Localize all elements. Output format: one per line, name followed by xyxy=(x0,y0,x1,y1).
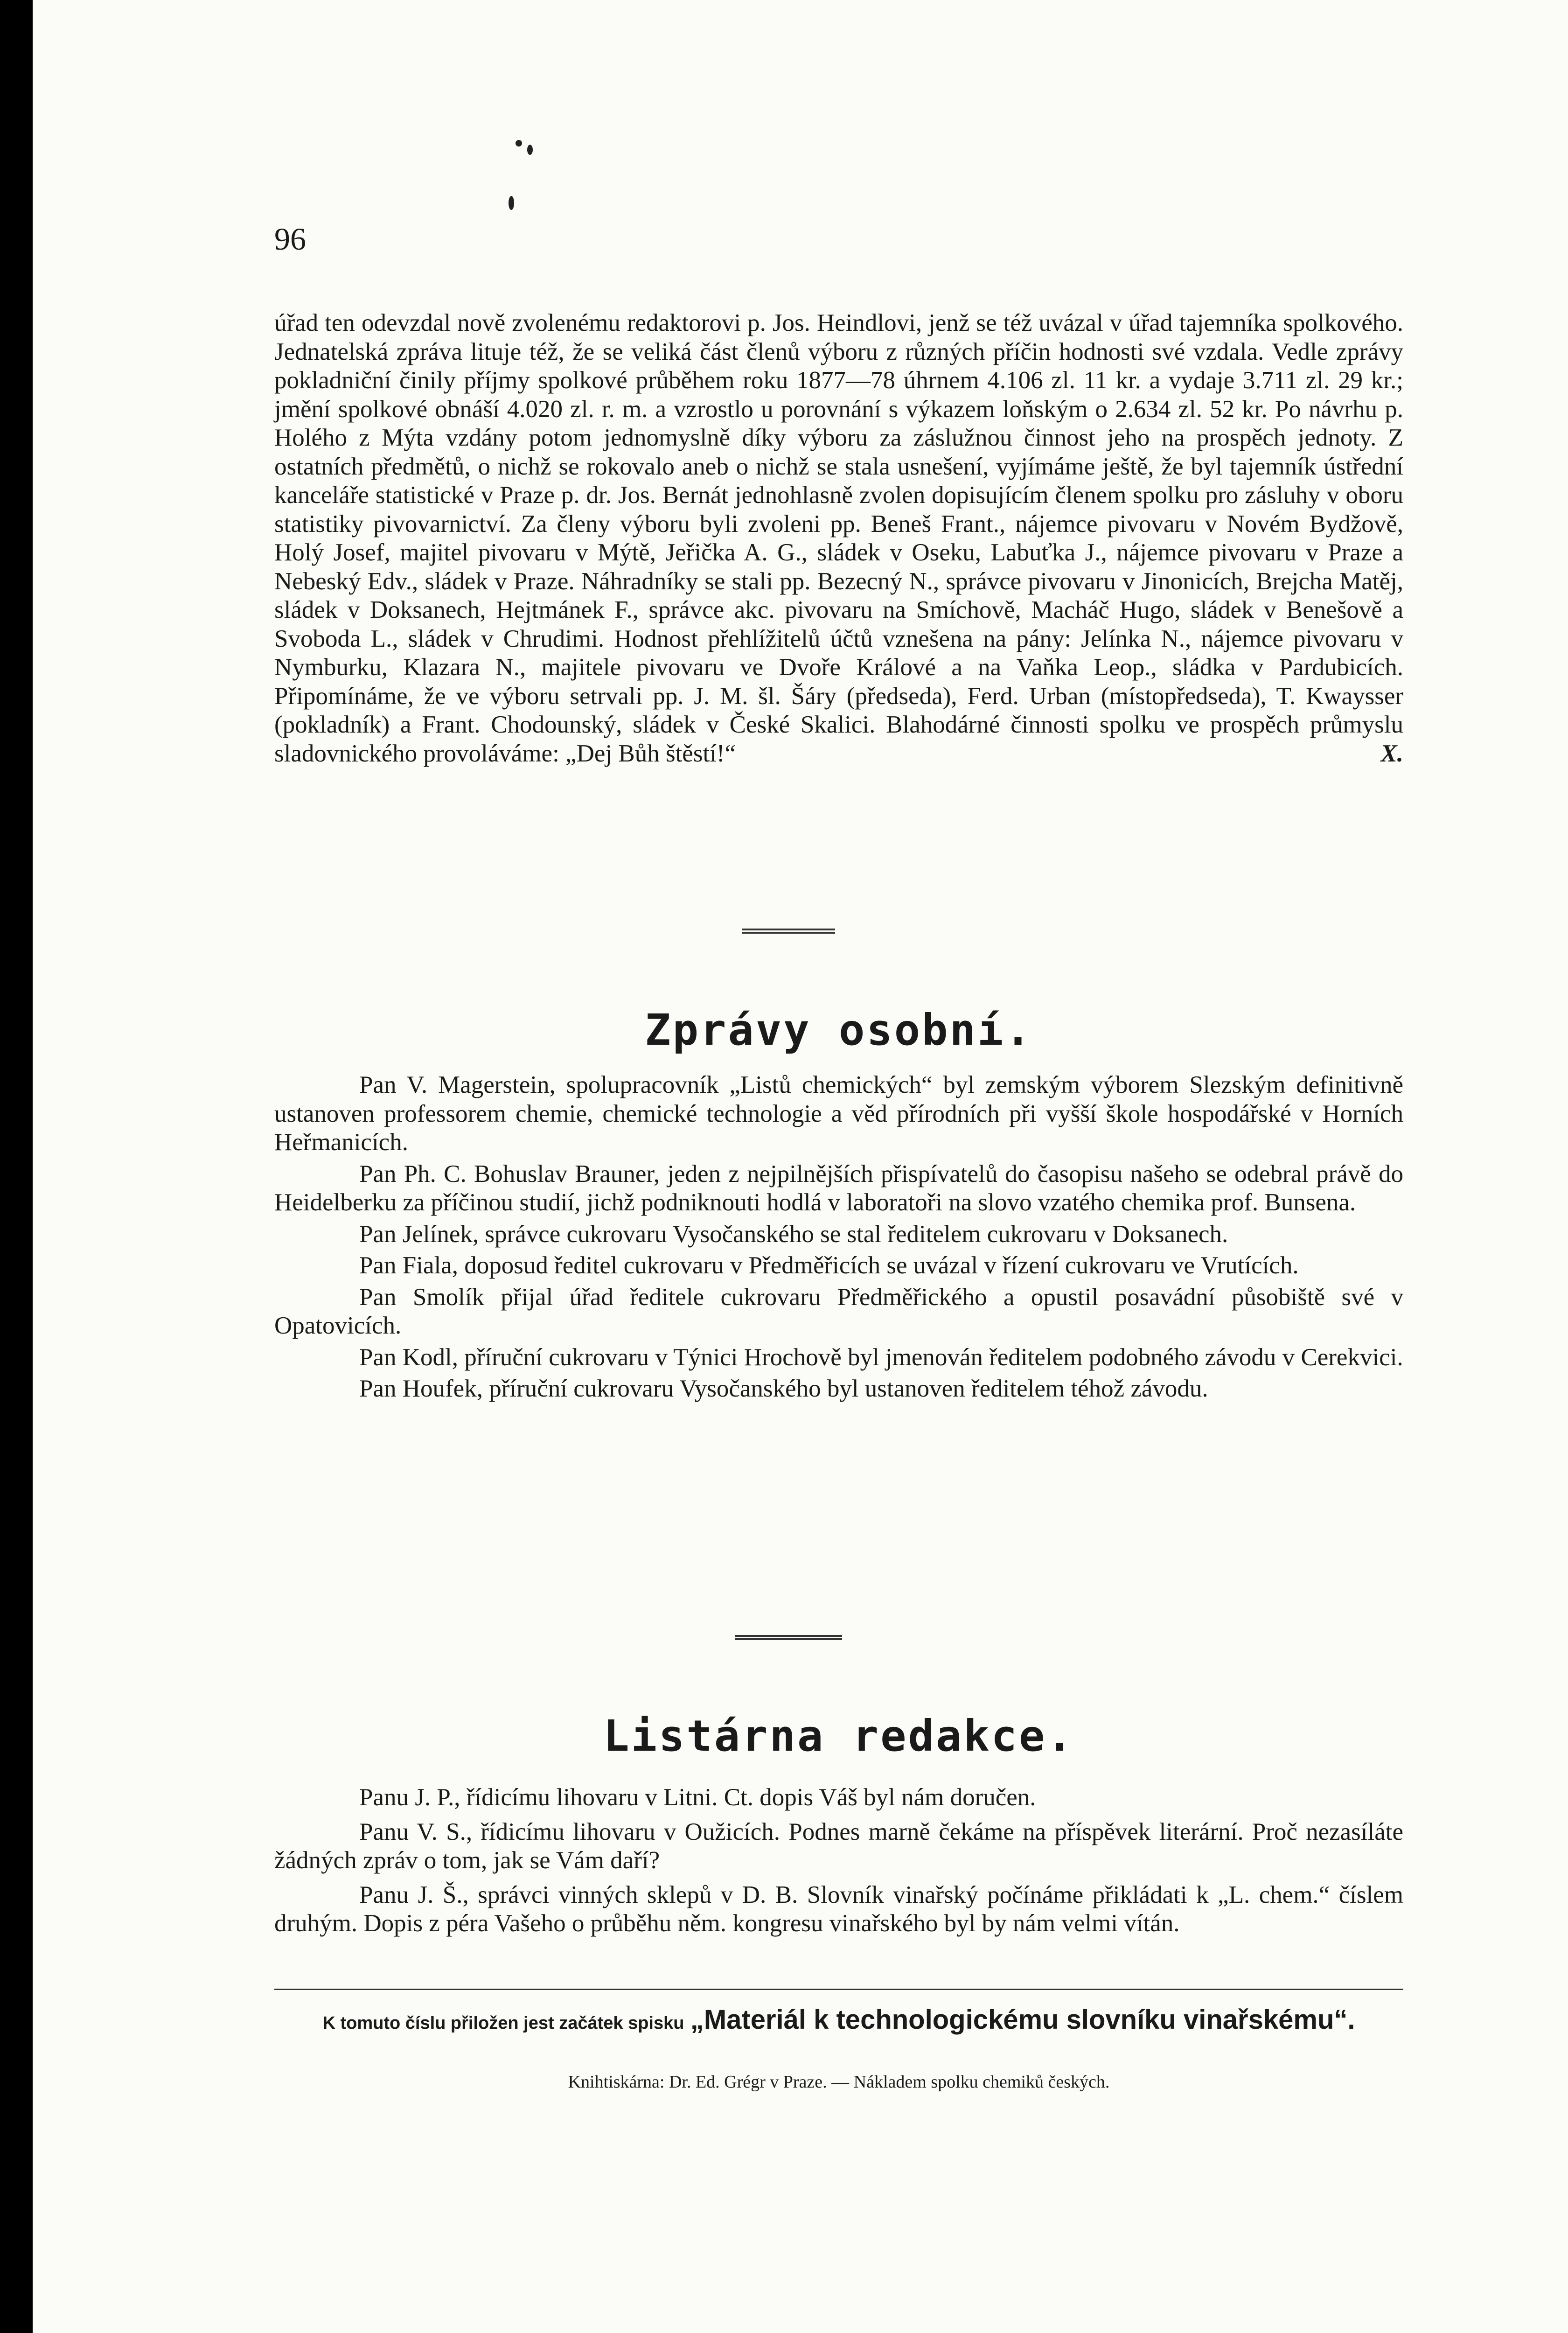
editorial-letters-list xyxy=(274,1783,1403,1938)
meeting-report-paragraph xyxy=(274,309,1403,768)
personal-news-item: Pan Kodl, příruční cukrovaru v Týnici Hrochově byl jmenován ředitelem podobného závodu v Cerekvici. xyxy=(359,1343,1403,1371)
editorial-letter-item: Panu J. Š., správci vinných sklepů v D. B. Slovník vinařský počínáme přikládati k „L. chem.“ číslem druhým. Dopis z péra Vašeho o průběhu něm. kongresu vinařského byl by nám velmi vítán. xyxy=(274,1881,1403,1937)
supplement-notice-lead: K tomuto číslu přiložen jest začátek spisku xyxy=(322,2013,684,2033)
personal-news-item: Pan Houfek, příruční cukrovaru Vysočanského byl ustanoven ředitelem téhož závodu. xyxy=(359,1375,1208,1402)
section-heading-personal: Zprávy osobní. xyxy=(645,1005,1033,1055)
section-heading-editorial: Listárna redakce. xyxy=(603,1711,1074,1761)
personal-news-item: Pan V. Magerstein, spolupracovník „Listů chemických“ byl zemským výborem Slezským definitivně ustanoven professorem chemie, chemické technologie a věd přírodních při vyšší škole hospodářské v Horních Heřmanicích. xyxy=(274,1071,1403,1156)
supplement-notice xyxy=(274,2006,1403,2033)
section-divider xyxy=(735,1635,842,1640)
personal-news-list xyxy=(274,1071,1403,1404)
editorial-letter-item: Panu J. P., řídicímu lihovaru v Litni. Ct. dopis Váš byl nám doručen. xyxy=(359,1784,1036,1811)
report-signature: X. xyxy=(1380,740,1403,767)
editorial-letter-item: Panu V. S., řídicímu lihovaru v Oužicích. Podnes marně čekáme na příspěvek literární. Proč nezasíláte žádných zpráv o tom, jak se Vám daří? xyxy=(274,1818,1403,1874)
meeting-report-text: úřad ten odevzdal nově zvolenému redaktorovi p. Jos. Heindlovi, jenž se též uvázal v úřad tajemníka spolkového. Jednatelská zpráva lituje též, že se veliká část členů výboru z různých příčin hodnosti své vzdala. Vedle zprávy pokladniční činily příjmy spolkové průběhem roku 1877—78 úhrnem 4.106 zl. 11 kr. a vydaje 3.711 zl. 29 kr.; jmění spolkové obnáší 4.020 zl. r. m. a vzrostlo u porovnání s výkazem loňským o 2.634 zl. 52 kr. Po návrhu p. Holého z Mýta vzdány potom jednomyslně díky výboru za záslužnou činnost jeho na prospěch jednoty. Z ostatních předmětů, o nichž se rokovalo aneb o nichž se stala usnešení, vyjímáme ještě, že byl tajemník ústřední kanceláře statistické v Praze p. dr. Jos. Bernát jednohlasně zvolen dopisujícím členem spolku pro zásluhy v oboru statistiky pivovarnictví. Za členy výboru byli zvoleni pp. Beneš Frant., nájemce pivovaru v Novém Bydžově, Holý Josef, majitel pivovaru v Mýtě, Jeřička A. G., sládek v Oseku, Labuťka J., nájemce pivovaru v Praze a Nebeský Edv., sládek v Praze. Náhradníky se stali pp. Bezecný N., správce pivovaru v Jinonicích, Brejcha Matěj, sládek v Doksanech, Hejtmánek F., správce akc. pivovaru na Smíchově, Macháč Hugo, sládek v Benešově a Svoboda L., sládek v Chrudimi. Hodnost přehlížitelů účtů vznešena na pány: Jelínka N., nájemce pivovaru v Nymburku, Klazara N., majitele pivovaru ve Dvoře Králové a na Vaňka Leop., sládka v Pardubicích. Připomínáme, že ve výboru setrvali pp. J. M. šl. Šáry (předseda), Ferd. Urban (místopředseda), T. Kwaysser (pokladník) a Frant. Chodounský, sládek v České Skalici. Blahodárné činnosti spolku ve prospěch průmyslu sladovnického provoláváme: „Dej Bůh štěstí!“ xyxy=(274,309,1403,767)
top-paragraph-block xyxy=(274,309,1403,768)
page-number: 96 xyxy=(274,221,306,257)
document-page xyxy=(33,0,1568,2333)
printer-imprint: Knihtiskárna: Dr. Ed. Grégr v Praze. — Nákladem spolku chemiků českých. xyxy=(568,2072,1110,2092)
footer-rule xyxy=(274,1989,1403,1990)
section-divider xyxy=(742,929,835,934)
supplement-notice-title: „Materiál k technologickému slovníku vinařskému“. xyxy=(690,2005,1355,2035)
scan-speck xyxy=(516,140,522,147)
personal-news-item: Pan Jelínek, správce cukrovaru Vysočanského se stal ředitelem cukrovaru v Doksanech. xyxy=(359,1220,1228,1248)
personal-news-item: Pan Smolík přijal úřad ředitele cukrovaru Předměřického a opustil posavádní působiště své v Opatovicích. xyxy=(274,1283,1403,1339)
personal-news-item: Pan Fiala, doposud ředitel cukrovaru v Předměřicích se uvázal v řízení cukrovaru ve Vrutících. xyxy=(359,1252,1299,1279)
scan-speck xyxy=(527,145,533,155)
scan-speck xyxy=(509,196,514,210)
personal-news-item: Pan Ph. C. Bohuslav Brauner, jeden z nejpilnějších přispívatelů do časopisu našeho se odebral právě do Heidelberku za příčinou studií, jichž podniknouti hodlá v laboratoři na slovo vzatého chemika prof. Bunsena. xyxy=(274,1160,1403,1216)
